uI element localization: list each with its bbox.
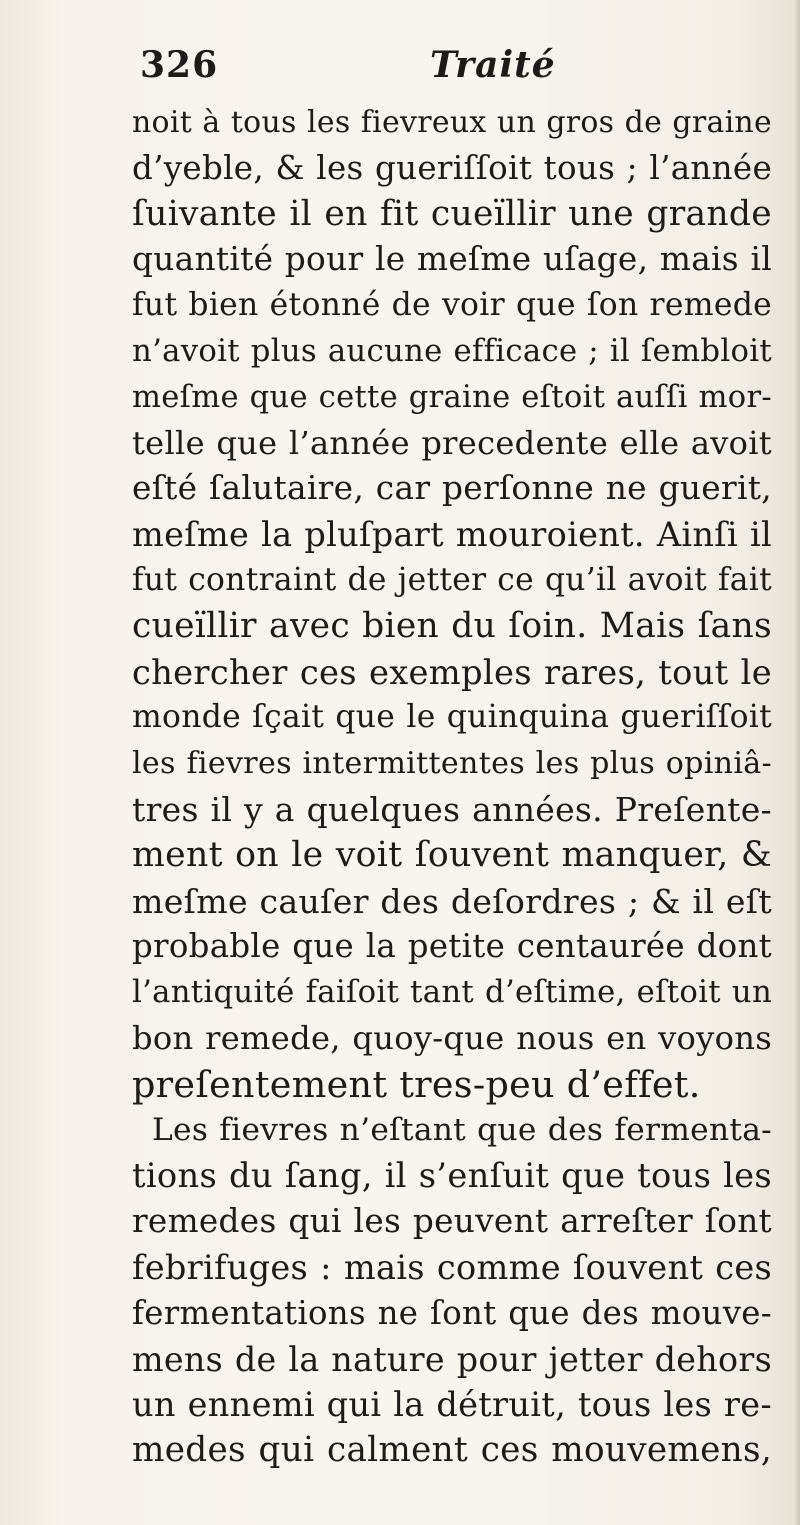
text-line: les fievres intermittentes les plus opiniâ- [132, 746, 772, 782]
text-line: fermentations ne ſont que des mouve- [132, 1293, 772, 1332]
text-line: ment on le voit ſouvent manquer, & [132, 834, 772, 875]
text-line: noit à tous les fievreux un gros de graine [132, 105, 772, 140]
text-line: un ennemi qui la détruit, tous les re- [132, 1385, 772, 1425]
text-line-paragraph-end: preſentement tres-peu d’effet. [132, 1062, 701, 1106]
text-line: meſme la pluſpart mouroient. Ainſi il [132, 515, 772, 555]
text-line: quantité pour le meſme uſage, mais il [132, 240, 772, 279]
text-line: cueïllir avec bien du ſoin. Mais ſans [132, 605, 772, 646]
text-line: fut bien étonné de voir que ſon remede [132, 287, 772, 324]
text-line: l’antiquité faiſoit tant d’eſtime, eſtoit un [132, 975, 772, 1011]
running-title: Traité [430, 44, 556, 86]
text-line: probable que la petite centaurée dont [132, 927, 772, 966]
running-head [140, 44, 760, 94]
text-line: tions du ſang, il s’enſuit que tous les [132, 1156, 772, 1196]
text-line: medes qui calment ces mouvemens, [132, 1430, 772, 1471]
text-line: meſme cauſer des deſordres ; & il eſt [132, 881, 772, 921]
text-line: chercher ces exemples rares, tout le [132, 652, 772, 692]
text-line: monde ſçait que le quinquina gueriſſoit [132, 699, 772, 736]
body-text [132, 100, 772, 1474]
text-line: tres il y a quelques années. Preſente- [132, 789, 772, 829]
text-line: fut contraint de jetter ce qu’il avoit fait [132, 561, 772, 598]
text-line: telle que l’année precedente elle avoit [132, 423, 772, 462]
page-number: 326 [140, 44, 219, 86]
text-line: eſté ſalutaire, car perſonne ne guerit, [132, 469, 772, 508]
text-line: remedes qui les peuvent arreſter ſont [132, 1202, 772, 1241]
page-edge-shadow [794, 0, 800, 1525]
text-line: bon remede, quoy-que nous en voyons [132, 1018, 772, 1057]
text-line: d’yeble, & les gueriſſoit tous ; l’année [132, 148, 772, 187]
text-line: n’avoit plus aucune efficace ; il ſembloit [132, 332, 772, 369]
text-line: ſuivante il en fit cueïllir une grande [132, 193, 772, 234]
text-line: febrifuges : mais comme ſouvent ces [132, 1247, 772, 1287]
text-line: meſme que cette graine eſtoit auſſi mor- [132, 379, 772, 415]
text-line: mens de la nature pour jetter dehors [132, 1339, 772, 1379]
text-line-paragraph-start: Les fievres n’eſtant que des fermenta- [152, 1111, 772, 1148]
